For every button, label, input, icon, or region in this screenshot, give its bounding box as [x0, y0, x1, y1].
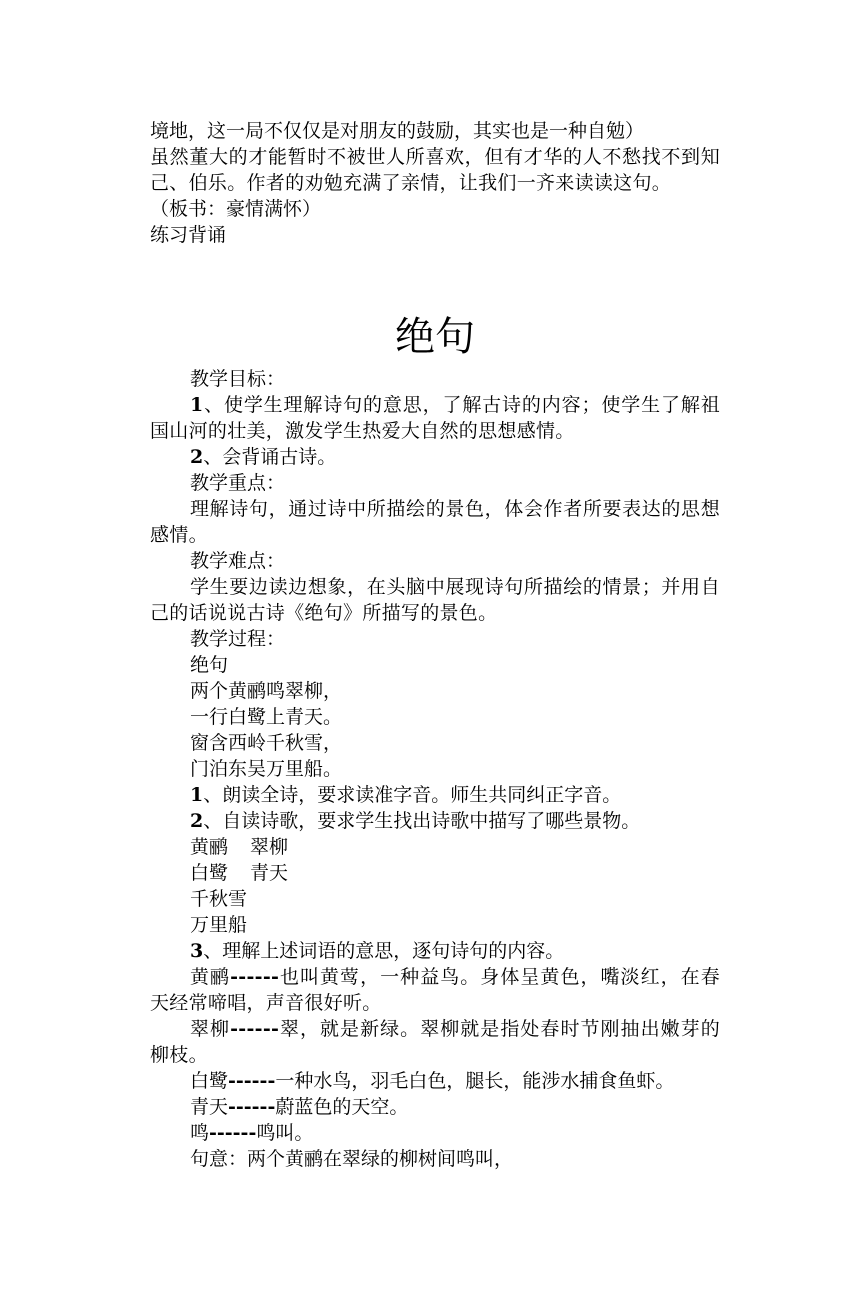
word-row-2: [150, 860, 720, 886]
definition-5: [150, 1120, 720, 1146]
definition-2-term: 翠柳: [190, 1018, 231, 1040]
definition-4: [150, 1094, 720, 1120]
goal-2-text: 、会背诵古诗。: [203, 446, 337, 468]
process-heading: 教学过程：: [190, 628, 286, 650]
poem-line-2: 一行白鹭上青天。: [190, 706, 343, 728]
definition-1: [150, 964, 720, 1016]
line-meaning: 句意：两个黄鹂在翠绿的柳树间鸣叫，: [190, 1148, 514, 1170]
definition-2-dash: ------: [230, 1018, 280, 1040]
key-points-heading: 教学重点：: [190, 472, 286, 494]
definition-1-dash: ------: [230, 966, 280, 988]
step-2-number: 2: [190, 810, 204, 832]
goal-1: [150, 392, 720, 444]
definition-3: [150, 1068, 720, 1094]
word-row-4: 万里船: [190, 914, 248, 936]
key-points-text: 理解诗句，通过诗中所描绘的景色，体会作者所要表达的思想感情。: [150, 498, 720, 546]
step-3-text: 、理解上述词语的意思，逐句诗句的内容。: [203, 940, 565, 962]
word-row-3: 千秋雪: [190, 888, 248, 910]
document-page: [150, 118, 720, 1172]
definition-2: [150, 1016, 720, 1068]
poem-line-1: 两个黄鹂鸣翠柳，: [190, 680, 343, 702]
step-2-text: 、自读诗歌，要求学生找出诗歌中描写了哪些景物。: [203, 810, 641, 832]
step-3-number: 3: [190, 940, 204, 962]
goal-2-number: 2: [190, 446, 204, 468]
step-1-number: 1: [190, 784, 204, 806]
goal-1-text: 、使学生理解诗句的意思，了解古诗的内容；使学生了解祖国山河的壮美，激发学生热爱大自然的思想感情。: [150, 394, 720, 442]
word-huangli: 黄鹂: [190, 836, 229, 858]
intro-board-note: （板书：豪情满怀）: [150, 198, 322, 220]
intro-practice-note: 练习背诵: [150, 224, 227, 246]
word-cuiliu: 翠柳: [250, 836, 289, 858]
definition-4-text: 蔚蓝色的天空。: [275, 1096, 409, 1118]
poem-title: 绝句: [190, 654, 229, 676]
step-1-text: 、朗读全诗，要求读准字音。师生共同纠正字音。: [203, 784, 622, 806]
difficulty-text: 学生要边读边想象，在头脑中展现诗句所描绘的情景；并用自己的话说说古诗《绝句》所描写的景色。: [150, 576, 720, 624]
definition-4-dash: ------: [228, 1096, 276, 1118]
difficulty-heading: 教学难点：: [190, 550, 286, 572]
definition-1-text: 也叫黄莺，一种益鸟。身体呈黄色，嘴淡红，在春天经常啼唱，声音很好听。: [150, 966, 720, 1014]
goal-1-number: 1: [190, 394, 204, 416]
definition-3-dash: ------: [228, 1070, 276, 1092]
word-bailu: 白鹭: [190, 862, 229, 884]
poem-line-3: 窗含西岭千秋雪，: [190, 732, 343, 754]
definition-2-text: 翠，就是新绿。翠柳就是指处春时节刚抽出嫩芽的柳枝。: [150, 1018, 720, 1066]
word-qingtian: 青天: [250, 862, 289, 884]
definition-5-text: 鸣叫。: [256, 1122, 314, 1144]
definition-1-term: 黄鹂: [190, 966, 231, 988]
goals-heading: 教学目标：: [190, 368, 286, 390]
intro-paragraph: 虽然董大的才能暂时不被世人所喜欢，但有才华的人不愁找不到知己、伯乐。作者的劝勉充满了亲情，让我们一齐来读读这句。: [150, 146, 720, 194]
lesson-title: 绝句: [395, 314, 475, 360]
intro-line-1: 境地，这一局不仅仅是对朋友的鼓励，其实也是一种自勉）: [150, 120, 645, 142]
step-2: [150, 808, 720, 834]
goal-2: [150, 444, 720, 470]
poem-line-4: 门泊东吴万里船。: [190, 758, 343, 780]
definition-4-term: 青天: [190, 1096, 229, 1118]
definition-5-dash: ------: [209, 1122, 257, 1144]
definition-5-term: 鸣: [190, 1122, 210, 1144]
definition-3-term: 白鹭: [190, 1070, 229, 1092]
step-1: [150, 782, 720, 808]
step-3: [150, 938, 720, 964]
definition-3-text: 一种水鸟，羽毛白色，腿长，能涉水捕食鱼虾。: [275, 1070, 675, 1092]
word-row-1: [150, 834, 720, 860]
